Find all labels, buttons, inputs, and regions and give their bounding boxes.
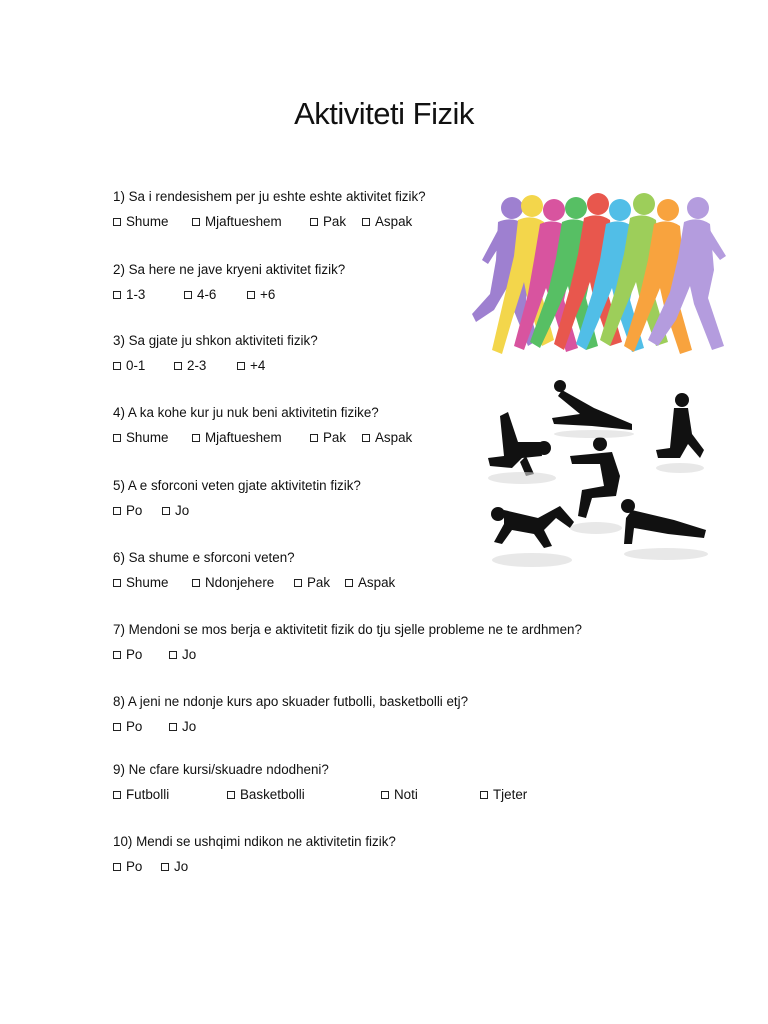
option-2-3[interactable]: 2-3 <box>174 358 206 373</box>
question-text: 3) Sa gjate ju shkon aktiviteti fizik? <box>113 333 318 348</box>
checkbox-icon <box>345 579 353 587</box>
checkbox-icon <box>169 651 177 659</box>
option-jo[interactable]: Jo <box>162 503 189 518</box>
option-futbolli[interactable]: Futbolli <box>113 787 169 802</box>
checkbox-icon <box>192 434 200 442</box>
question-text: 1) Sa i rendesishem per ju eshte eshte aktivitet fizik? <box>113 189 426 204</box>
checkbox-icon <box>310 434 318 442</box>
checkbox-icon <box>162 507 170 515</box>
option-6plus[interactable]: +6 <box>247 287 275 302</box>
question-text: 10) Mendi se ushqimi ndikon ne aktivitetin fizik? <box>113 834 396 849</box>
checkbox-icon <box>174 362 182 370</box>
option-4plus[interactable]: +4 <box>237 358 265 373</box>
checkbox-icon <box>113 434 121 442</box>
checkbox-icon <box>362 218 370 226</box>
option-aspak[interactable]: Aspak <box>362 430 412 445</box>
exercise-figure <box>491 506 574 548</box>
option-shume[interactable]: Shume <box>113 575 168 590</box>
page-title: Aktiviteti Fizik <box>294 96 474 131</box>
checkbox-icon <box>113 291 121 299</box>
checkbox-icon <box>247 291 255 299</box>
checkbox-icon <box>113 218 121 226</box>
option-mjaftueshem[interactable]: Mjaftueshem <box>192 430 282 445</box>
question-text: 6) Sa shume e sforconi veten? <box>113 550 295 565</box>
option-aspak[interactable]: Aspak <box>345 575 395 590</box>
checkbox-icon <box>113 791 121 799</box>
question-text: 9) Ne cfare kursi/skuadre ndodheni? <box>113 762 329 777</box>
option-jo[interactable]: Jo <box>161 859 188 874</box>
option-1-3[interactable]: 1-3 <box>113 287 145 302</box>
exercise-figure <box>621 499 706 544</box>
option-po[interactable]: Po <box>113 719 142 734</box>
checkbox-icon <box>192 579 200 587</box>
checkbox-icon <box>113 579 121 587</box>
checkbox-icon <box>113 863 121 871</box>
option-po[interactable]: Po <box>113 503 142 518</box>
option-pak[interactable]: Pak <box>294 575 330 590</box>
question-10 <box>113 834 673 875</box>
checkbox-icon <box>227 791 235 799</box>
checkbox-icon <box>169 723 177 731</box>
option-mjaftueshem[interactable]: Mjaftueshem <box>192 214 282 229</box>
option-noti[interactable]: Noti <box>381 787 418 802</box>
checkbox-icon <box>184 291 192 299</box>
question-text: 2) Sa here ne jave kryeni aktivitet fizik? <box>113 262 346 277</box>
option-shume[interactable]: Shume <box>113 430 168 445</box>
question-text: 8) A jeni ne ndonje kurs apo skuader futbolli, basketbolli etj? <box>113 694 469 709</box>
option-4-6[interactable]: 4-6 <box>184 287 216 302</box>
checkbox-icon <box>480 791 488 799</box>
option-po[interactable]: Po <box>113 647 142 662</box>
exercise-figure <box>488 412 551 476</box>
checkbox-icon <box>113 362 121 370</box>
option-0-1[interactable]: 0-1 <box>113 358 145 373</box>
checkbox-icon <box>362 434 370 442</box>
question-text: 4) A ka kohe kur ju nuk beni aktivitetin fizike? <box>113 405 379 420</box>
checkbox-icon <box>310 218 318 226</box>
checkbox-icon <box>113 723 121 731</box>
option-jo[interactable]: Jo <box>169 719 196 734</box>
option-tjeter[interactable]: Tjeter <box>480 787 527 802</box>
option-basketbolli[interactable]: Basketbolli <box>227 787 305 802</box>
exercise-figure <box>552 380 632 430</box>
checkbox-icon <box>192 218 200 226</box>
checkbox-icon <box>381 791 389 799</box>
option-pak[interactable]: Pak <box>310 430 346 445</box>
option-ndonjehere[interactable]: Ndonjehere <box>192 575 274 590</box>
option-po[interactable]: Po <box>113 859 142 874</box>
runners-illustration <box>468 190 730 366</box>
question-text: 5) A e sforconi veten gjate aktivitetin fizik? <box>113 478 361 493</box>
checkbox-icon <box>113 651 121 659</box>
question-9 <box>113 762 673 803</box>
checkbox-icon <box>113 507 121 515</box>
exercise-figure <box>570 437 620 518</box>
option-aspak[interactable]: Aspak <box>362 214 412 229</box>
question-8 <box>113 694 673 735</box>
checkbox-icon <box>161 863 169 871</box>
question-7 <box>113 622 673 663</box>
option-pak[interactable]: Pak <box>310 214 346 229</box>
option-shume[interactable]: Shume <box>113 214 168 229</box>
checkbox-icon <box>237 362 245 370</box>
question-text: 7) Mendoni se mos berja e aktivitetit fizik do tju sjelle probleme ne te ardhmen? <box>113 622 582 637</box>
exercise-figure <box>656 393 704 458</box>
option-jo[interactable]: Jo <box>169 647 196 662</box>
checkbox-icon <box>294 579 302 587</box>
exercise-silhouettes-illustration <box>482 378 712 583</box>
